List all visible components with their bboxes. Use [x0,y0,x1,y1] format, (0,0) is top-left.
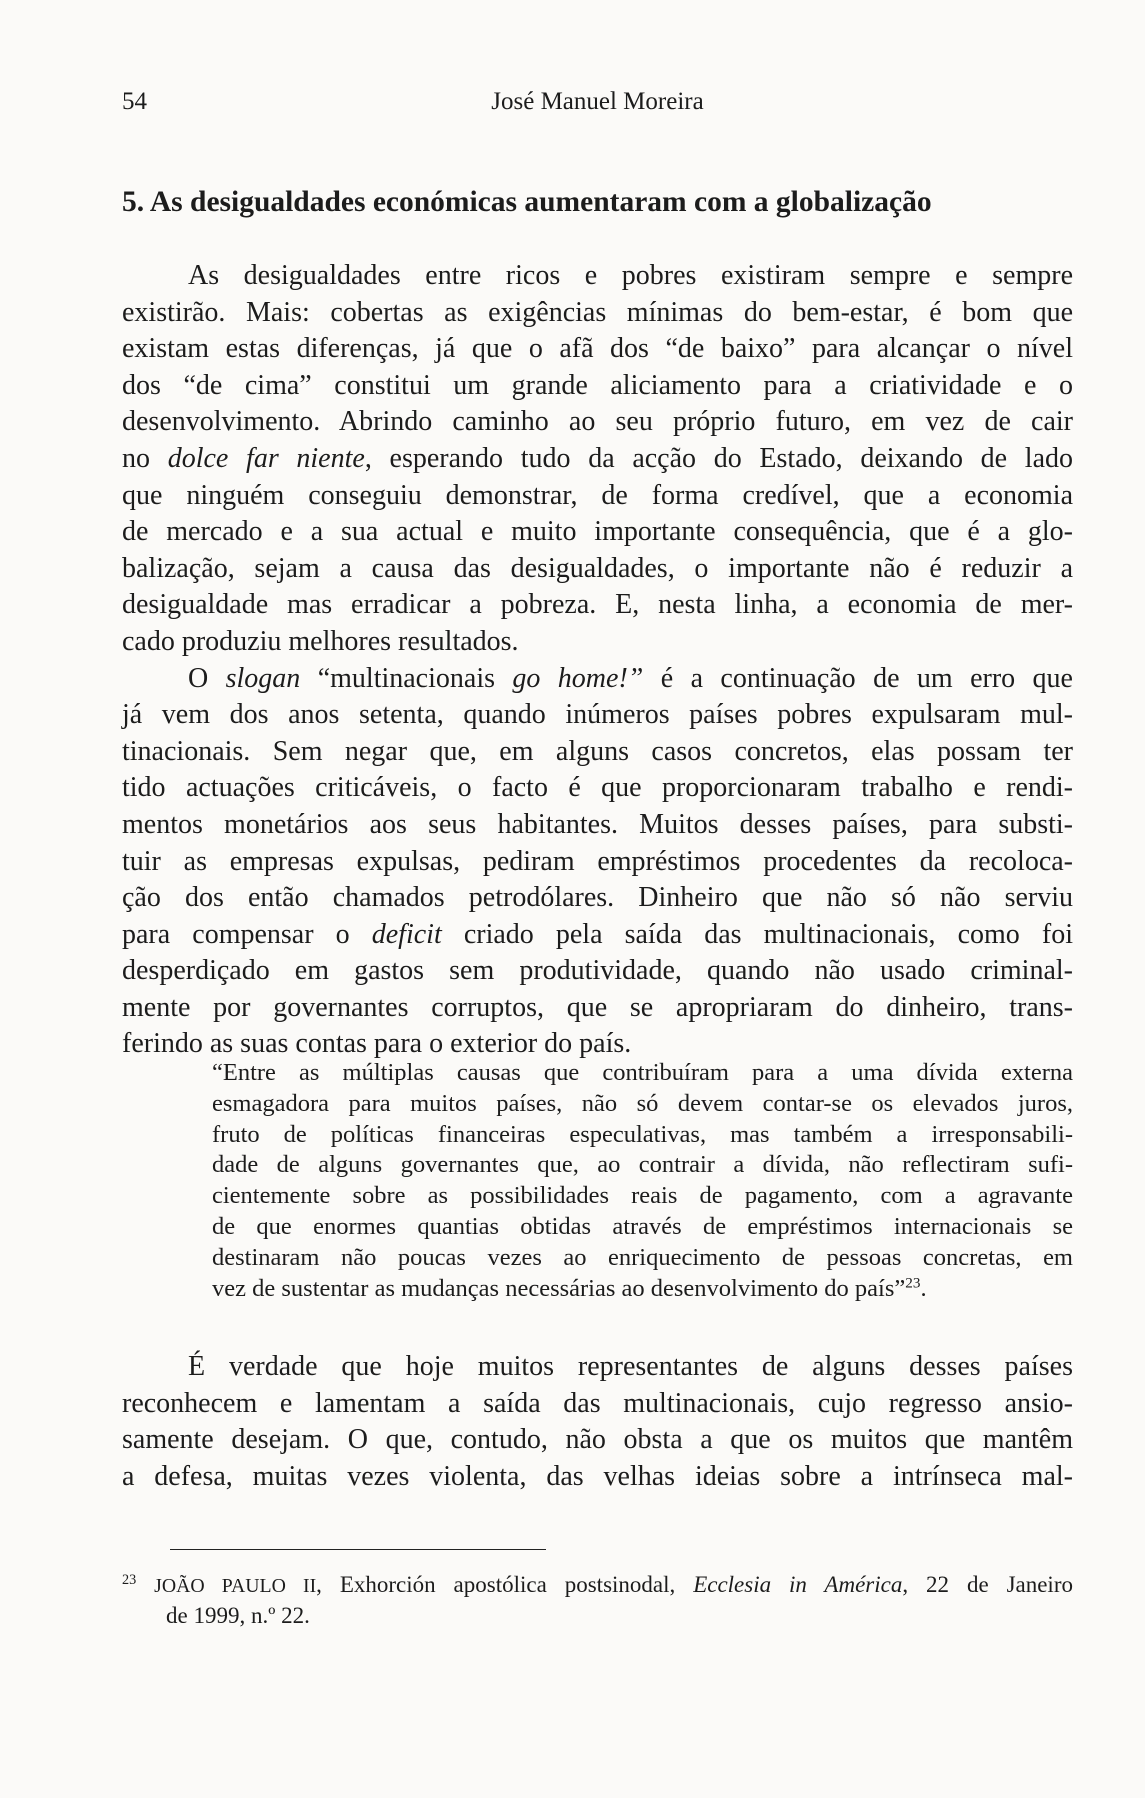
text-segment: desperdiçado em gastos sem produtividade, quando não usado criminal- [122,955,1073,987]
text-segment: existam estas diferenças, já que o afã dos “de baixo” para alcançar o nível [122,333,1073,365]
text-line [212,1243,1073,1274]
running-head [122,88,1073,124]
text-segment: é a continuação de um erro que [643,662,1073,694]
text-line [122,1422,1073,1459]
text-segment: ção dos então chamados petrodólares. Dinheiro que não só não serviu [122,882,1073,914]
footnote [122,1570,1073,1630]
text-segment: no [122,442,168,474]
text-line [122,368,1073,405]
text-line [122,331,1073,368]
closing-paragraph [122,1349,1073,1495]
text-line [122,953,1073,990]
text-line [122,1601,1073,1630]
text-segment: esmagadora para muitos países, não só devem contar-se os elevados juros, [212,1089,1073,1117]
text-segment: vez de sustentar as mudanças necessárias ao desenvolvimento do país” [212,1274,906,1302]
text-segment: existirão. Mais: cobertas as exigências mínimas do bem-estar, é bom que [122,296,1073,328]
text-segment: As desigualdades entre ricos e pobres existiram sempre e sempre [188,260,1073,291]
text-segment: slogan [225,662,301,694]
text-line [122,441,1073,478]
text-segment: criado pela saída das multinacionais, como foi [441,918,1073,950]
text-segment: cado produziu melhores resultados. [122,625,519,657]
text-segment: go home!” [512,662,644,694]
text-line [122,661,1073,698]
text-segment: JOÃO PAULO II [154,1575,317,1597]
text-segment: ferindo as suas contas para o exterior do país. [122,1028,632,1060]
running-head-author: José Manuel Moreira [491,88,704,115]
text-line [122,880,1073,917]
text-line [212,1274,1073,1305]
text-segment: tinacionais. Sem negar que, em alguns casos concretos, elas possam ter [122,735,1073,767]
text-segment: já vem dos anos setenta, quando inúmeros países pobres expulsaram mul- [122,699,1073,731]
text-line [122,624,1073,661]
text-segment: cientemente sobre as possibilidades reais de pagamento, com a agravante [212,1182,1073,1210]
text-segment: , 22 de Janeiro [902,1572,1073,1597]
text-segment: de que enormes quantias obtidas através de empréstimos internacionais se [212,1212,1073,1240]
text-segment: “Entre as múltiplas causas que contribuíram para a uma dívida externa [212,1059,1073,1086]
text-line [122,258,1073,295]
text-line [122,587,1073,624]
text-line [212,1089,1073,1120]
text-line [212,1058,1073,1089]
text-segment: dolce far niente [167,442,365,474]
text-line [122,1386,1073,1423]
text-segment: fruto de políticas financeiras especulativas, mas também a irresponsabili- [212,1120,1073,1148]
footnote-marker: 23 [122,1572,137,1589]
text-line [122,990,1073,1027]
text-line [122,551,1073,588]
text-segment: tido actuações criticáveis, o facto é que proporcionaram trabalho e rendi- [122,772,1073,804]
text-segment: destinaram não poucas vezes ao enriquecimento de pessoas concretas, em [212,1243,1073,1271]
text-segment: para compensar o [122,918,372,950]
text-segment: , Exhorción apostólica postsinodal, [316,1572,694,1597]
text-segment: , esperando tudo da acção do Estado, deixando de lado [364,442,1073,474]
text-line [212,1212,1073,1243]
text-line [122,917,1073,954]
text-segment: O [188,662,226,694]
text-segment: desigualdade mas erradicar a pobreza. E, nesta linha, a economia de mer- [122,589,1073,621]
text-line [122,1349,1073,1386]
text-line [122,295,1073,332]
text-segment: a defesa, muitas vezes violenta, das velhas ideias sobre a intrínseca mal- [122,1460,1073,1492]
text-segment: Ecclesia in América [693,1572,903,1597]
body-text [122,258,1073,1063]
text-line [212,1181,1073,1212]
block-quote [212,1058,1073,1304]
text-segment: “multinacionais [300,662,513,694]
text-line [122,478,1073,515]
text-segment: mente por governantes corruptos, que se apropriaram do dinheiro, trans- [122,991,1073,1023]
text-line [122,844,1073,881]
text-segment: É verdade que hoje muitos representantes de alguns desses países [188,1351,1073,1382]
text-segment: deficit [371,918,442,950]
text-segment: balização, sejam a causa das desigualdades, o importante não é reduzir a [122,552,1073,584]
text-segment: dade de alguns governantes que, ao contrair a dívida, não reflectiram sufi- [212,1151,1073,1179]
section-heading: 5. As desigualdades económicas aumentaram com a globalização [122,186,932,218]
text-line [122,1570,1073,1601]
page-number: 54 [122,88,147,115]
text-segment: desenvolvimento. Abrindo caminho ao seu próprio futuro, em vez de cair [122,406,1073,438]
footnote-separator [170,1549,546,1550]
text-line [122,514,1073,551]
text-segment: que ninguém conseguiu demonstrar, de forma credível, que a economia [122,479,1073,511]
text-line [212,1150,1073,1181]
text-line [122,807,1073,844]
text-line [122,1459,1073,1496]
text-line [212,1120,1073,1151]
text-segment [136,1572,154,1597]
text-segment: tuir as empresas expulsas, pediram empréstimos procedentes da recoloca- [122,845,1073,877]
text-line [122,404,1073,441]
text-segment: dos “de cima” constitui um grande aliciamento para a criatividade e o [122,369,1073,401]
text-line [122,697,1073,734]
text-segment: mentos monetários aos seus habitantes. Muitos desses países, para substi- [122,808,1073,840]
footnote-marker: 23 [905,1274,921,1292]
text-segment: de mercado e a sua actual e muito importante consequência, que é a glo- [122,516,1073,548]
text-line [122,734,1073,771]
text-segment: de 1999, n.º 22. [166,1603,310,1628]
text-segment: samente desejam. O que, contudo, não obsta a que os muitos que mantêm [122,1424,1073,1456]
text-line [122,770,1073,807]
text-segment: reconhecem e lamentam a saída das multinacionais, cujo regresso ansio- [122,1387,1073,1419]
text-segment: . [920,1274,927,1302]
